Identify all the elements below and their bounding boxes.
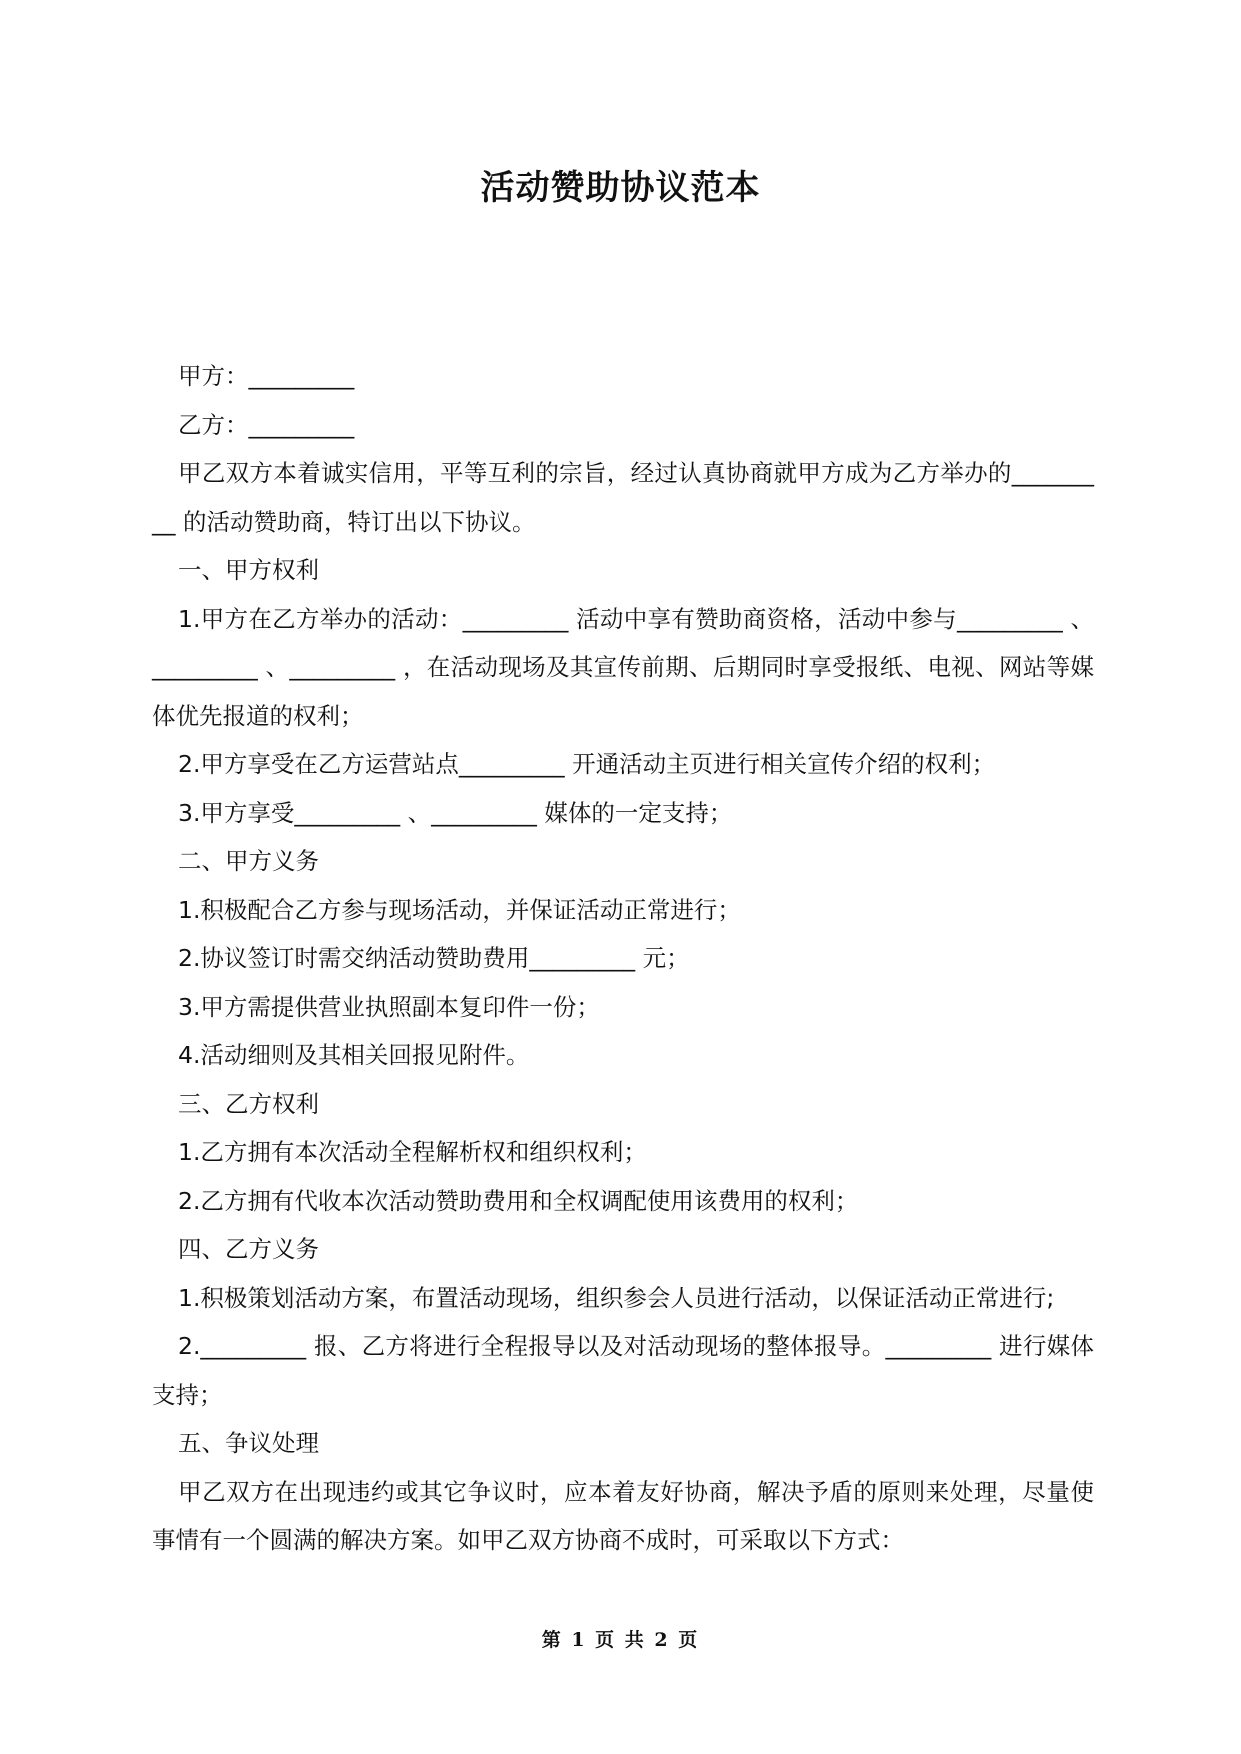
dispute-paragraph: 甲乙双方在出现违约或其它争议时，应本着友好协商，解决予盾的原则来处理，尽量使事情有一个圆满的解决方案。如甲乙双方协商不成时，可采取以下方式： [152, 1477, 1094, 1554]
party-a-line: 甲方：_________ [178, 362, 355, 390]
section-heading-1: 一、甲方权利 [178, 556, 319, 584]
clause-1-2: 2.甲方享受在乙方运营站点_________ 开通活动主页进行相关宣传介绍的权利； [178, 750, 996, 778]
clause-4-2: 2._________ 报、乙方将进行全程报导以及对活动现场的整体报导。_________ 进行媒体支持； [152, 1332, 1094, 1409]
clause-2-3: 3.甲方需提供营业执照副本复印件一份； [178, 992, 600, 1021]
clause-3-2: 2.乙方拥有代收本次活动赞助费用和全权调配使用该费用的权利； [178, 1186, 859, 1215]
clause-3-1: 1.乙方拥有本次活动全程解析权和组织权利； [178, 1138, 647, 1166]
section-heading-5: 五、争议处理 [178, 1429, 319, 1457]
clause-2-4: 4.活动细则及其相关回报见附件。 [178, 1041, 530, 1069]
section-heading-3: 三、乙方权利 [178, 1089, 319, 1118]
clause-1-1: 1.甲方在乙方举办的活动：_________ 活动中享有赞助商资格，活动中参与_________ 、_________ 、_________ ，在活动现场及其宣传前期、后期同时享受报纸、电视、网站等媒体优先报道的权利； [152, 604, 1094, 730]
section-heading-4: 四、乙方义务 [178, 1235, 319, 1263]
section-heading-2: 二、甲方义务 [178, 847, 319, 875]
document-title: 活动赞助协议范本 [480, 168, 761, 208]
clause-2-1: 1.积极配合乙方参与现场活动，并保证活动正常进行； [178, 895, 741, 924]
intro-paragraph: 甲乙双方本着诚实信用，平等互利的宗旨，经过认真协商就甲方成为乙方举办的_________ 的活动赞助商，特订出以下协议。 [152, 459, 1094, 536]
clause-2-2: 2.协议签订时需交纳活动赞助费用_________ 元； [178, 944, 690, 972]
page-footer: 第 1 页 共 2 页 [541, 1629, 700, 1651]
document-body [152, 352, 1094, 1565]
clause-1-3: 3.甲方享受_________ 、_________ 媒体的一定支持； [178, 798, 733, 827]
party-b-line: 乙方：_________ [178, 410, 355, 439]
clause-4-1: 1.积极策划活动方案，布置活动现场，组织参会人员进行活动，以保证活动正常进行; [178, 1283, 1055, 1312]
